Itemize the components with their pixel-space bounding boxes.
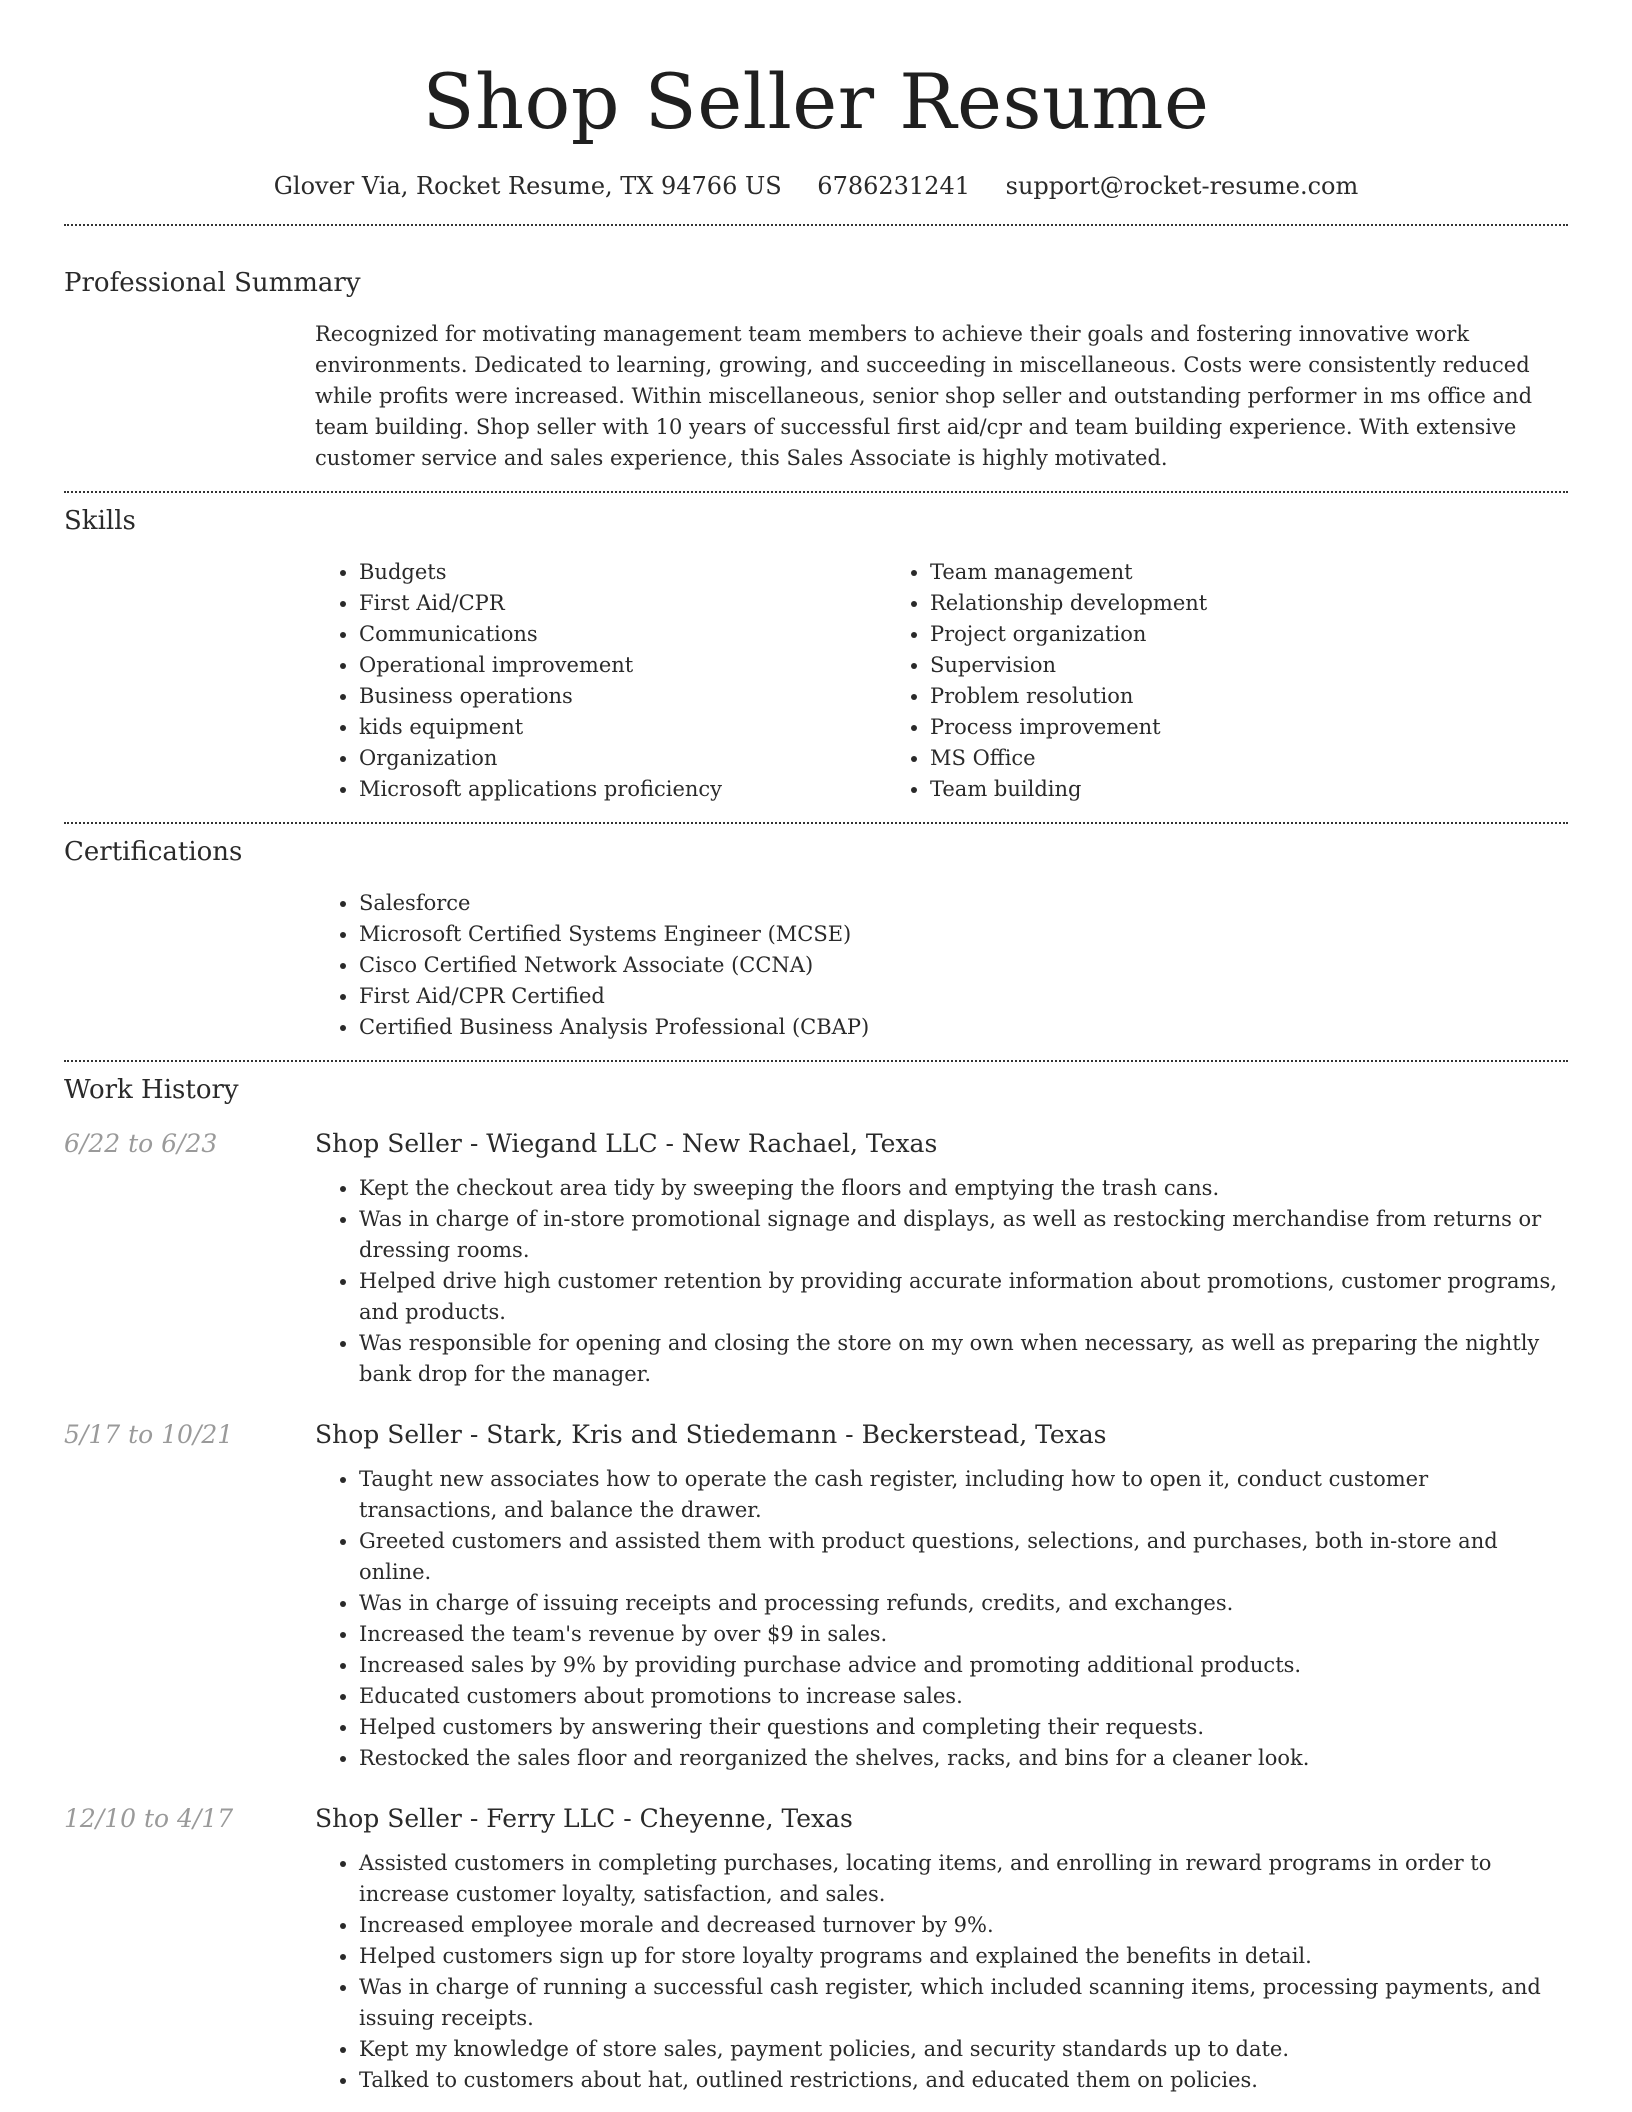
skill-item: • Operational improvement xyxy=(359,650,886,681)
job-title: Shop Seller - Wiegand LLC - New Rachael, Texas xyxy=(315,1129,938,1158)
skills-section xyxy=(64,504,1568,805)
skill-item: • Team building xyxy=(930,774,1457,805)
skills-list xyxy=(315,557,1568,805)
job-duties xyxy=(315,1848,1568,2096)
job-entry xyxy=(64,1418,1568,1774)
job-duty: • Was responsible for opening and closing the store on my own when necessary, as well as preparing the nightly bank drop for the manager. xyxy=(359,1328,1568,1390)
skill-item: • Supervision xyxy=(930,650,1457,681)
job-duties xyxy=(315,1173,1568,1390)
job-duties xyxy=(315,1464,1568,1774)
skills-column-left xyxy=(315,557,886,805)
skill-item: • Microsoft applications proficiency xyxy=(359,774,886,805)
job-duty: • Helped drive high customer retention by providing accurate information about promotions, customer programs, and products. xyxy=(359,1266,1568,1328)
resume-title: Shop Seller Resume xyxy=(422,57,1210,146)
summary-heading: Professional Summary xyxy=(64,268,361,298)
contact-line xyxy=(64,170,1568,202)
job-duty: • Educated customers about promotions to increase sales. xyxy=(359,1681,1568,1712)
job-dates: 5/17 to 10/21 xyxy=(64,1420,234,1449)
skill-item: • Communications xyxy=(359,619,886,650)
certification-item: • Salesforce xyxy=(359,888,1568,919)
resume-page xyxy=(64,0,1568,2096)
skill-item: • Project organization xyxy=(930,619,1457,650)
certification-item: • Microsoft Certified Systems Engineer (MCSE) xyxy=(359,919,1568,950)
job-dates: 6/22 to 6/23 xyxy=(64,1129,218,1158)
job-entry xyxy=(64,1802,1568,2096)
certifications-list xyxy=(315,888,1568,1043)
job-duty: • Kept the checkout area tidy by sweeping the floors and emptying the trash cans. xyxy=(359,1173,1568,1204)
certifications-heading: Certifications xyxy=(64,837,243,867)
skill-item: • Problem resolution xyxy=(930,681,1457,712)
job-duty: • Was in charge of issuing receipts and processing refunds, credits, and exchanges. xyxy=(359,1588,1568,1619)
skill-item: • Business operations xyxy=(359,681,886,712)
job-duty: • Helped customers by answering their questions and completing their requests. xyxy=(359,1712,1568,1743)
skill-item: • MS Office xyxy=(930,743,1457,774)
certification-item: • Cisco Certified Network Associate (CCNA) xyxy=(359,950,1568,981)
skill-item: • Organization xyxy=(359,743,886,774)
job-duty: • Assisted customers in completing purchases, locating items, and enrolling in reward programs in order to increase customer loyalty, satisfaction, and sales. xyxy=(359,1848,1568,1910)
job-duty: • Helped customers sign up for store loyalty programs and explained the benefits in detail. xyxy=(359,1941,1568,1972)
job-title: Shop Seller - Stark, Kris and Stiedemann - Beckerstead, Texas xyxy=(315,1420,1107,1449)
job-duty: • Kept my knowledge of store sales, payment policies, and security standards up to date. xyxy=(359,2034,1568,2065)
divider xyxy=(64,822,1568,824)
contact-address: Glover Via, Rocket Resume, TX 94766 US xyxy=(273,172,782,200)
job-duty: • Restocked the sales floor and reorganized the shelves, racks, and bins for a cleaner look. xyxy=(359,1743,1568,1774)
skill-item: • First Aid/CPR xyxy=(359,588,886,619)
skill-item: • Process improvement xyxy=(930,712,1457,743)
summary-text: Recognized for motivating management team members to achieve their goals and fostering innovative work environments. Dedicated to learning, growing, and succeeding in miscellaneous. Costs were consistently reduced while profits were increased. Within miscellaneous, senior shop seller and outstanding performer in ms office and team building. Shop seller with 10 years of successful first aid/cpr and team building experience. With extensive customer service and sales experience, this Sales Associate is highly motivated. xyxy=(315,322,1533,470)
divider xyxy=(64,224,1568,226)
contact-phone: 6786231241 xyxy=(817,172,970,200)
job-entry xyxy=(64,1127,1568,1390)
summary-section xyxy=(64,266,1568,474)
divider xyxy=(64,491,1568,493)
skills-column-right xyxy=(886,557,1457,805)
certification-item: • First Aid/CPR Certified xyxy=(359,981,1568,1012)
contact-email: support@rocket-resume.com xyxy=(1005,172,1359,200)
divider xyxy=(64,1060,1568,1062)
job-duty: • Increased sales by 9% by providing purchase advice and promoting additional products. xyxy=(359,1650,1568,1681)
work-history-section xyxy=(64,1073,1568,2096)
job-title: Shop Seller - Ferry LLC - Cheyenne, Texas xyxy=(315,1804,853,1833)
job-dates: 12/10 to 4/17 xyxy=(64,1804,234,1833)
skills-heading: Skills xyxy=(64,506,136,536)
certifications-section xyxy=(64,835,1568,1043)
job-duty: • Was in charge of running a successful cash register, which included scanning items, processing payments, and issuing receipts. xyxy=(359,1972,1568,2034)
job-duty: • Was in charge of in-store promotional signage and displays, as well as restocking merchandise from returns or dressing rooms. xyxy=(359,1204,1568,1266)
skill-item: • kids equipment xyxy=(359,712,886,743)
skill-item: • Relationship development xyxy=(930,588,1457,619)
job-duty: • Taught new associates how to operate the cash register, including how to open it, conduct customer transactions, and balance the drawer. xyxy=(359,1464,1568,1526)
skill-item: • Team management xyxy=(930,557,1457,588)
certification-item: • Certified Business Analysis Professional (CBAP) xyxy=(359,1012,1568,1043)
job-duty: • Greeted customers and assisted them with product questions, selections, and purchases, both in-store and online. xyxy=(359,1526,1568,1588)
job-duty: • Talked to customers about hat, outlined restrictions, and educated them on policies. xyxy=(359,2065,1568,2096)
skill-item: • Budgets xyxy=(359,557,886,588)
job-duty: • Increased the team's revenue by over $9 in sales. xyxy=(359,1619,1568,1650)
job-duty: • Increased employee morale and decreased turnover by 9%. xyxy=(359,1910,1568,1941)
work-history-heading: Work History xyxy=(64,1075,239,1105)
